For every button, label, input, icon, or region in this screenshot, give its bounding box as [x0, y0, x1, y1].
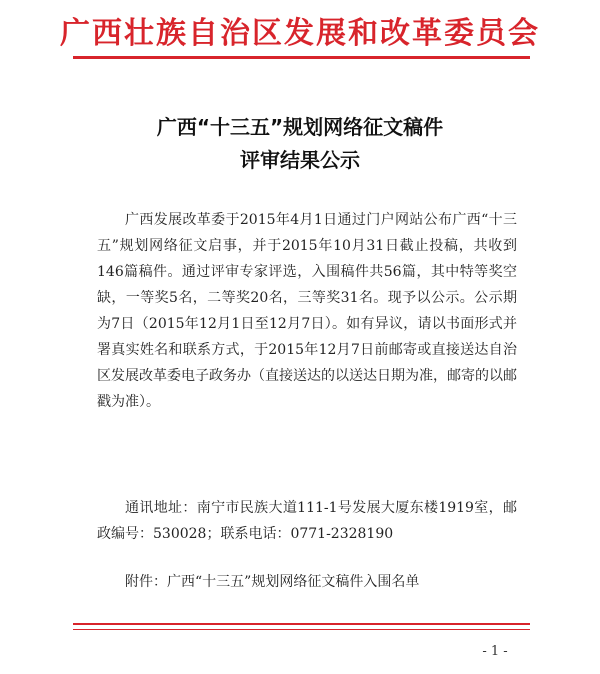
attachment-line: 附件：广西“十三五”规划网络征文稿件入围名单: [125, 574, 420, 590]
footer-red-rule-thin: [73, 629, 530, 630]
document-title-line-1: 广西“十三五”规划网络征文稿件: [156, 115, 444, 139]
document-title-line-2: 评审结果公示: [240, 148, 360, 172]
document-letterhead: [0, 0, 600, 64]
organization-name: 广西壮族自治区发展和改革委员会: [60, 16, 540, 51]
letterhead-red-rule: [73, 56, 530, 59]
footer-red-rule: [73, 623, 530, 625]
page-number: - 1 -: [482, 644, 508, 659]
main-paragraph: 广西发展改革委于2015年4月1日通过门户网站公布广西“十三五”规划网络征文启事，并于2015年10月31日截止投稿，共收到146篇稿件。通过评审专家评选，入围稿件共56篇，其中特等奖空缺，一等奖5名，二等奖20名，三等奖31名。现予以公示。公示期为7日（2015年12月1日至12月7日）。如有异议，请以书面形式并署真实姓名和联系方式，于2015年12月7日前邮寄或直接送达自治区发展改革委电子政务办（直接送达的以送达日期为准，邮寄的以邮戳为准）。: [97, 212, 517, 410]
contact-paragraph: 通讯地址：南宁市民族大道111-1号发展大厦东楼1919室，邮政编号：530028；联系电话：0771-2328190: [97, 500, 517, 542]
